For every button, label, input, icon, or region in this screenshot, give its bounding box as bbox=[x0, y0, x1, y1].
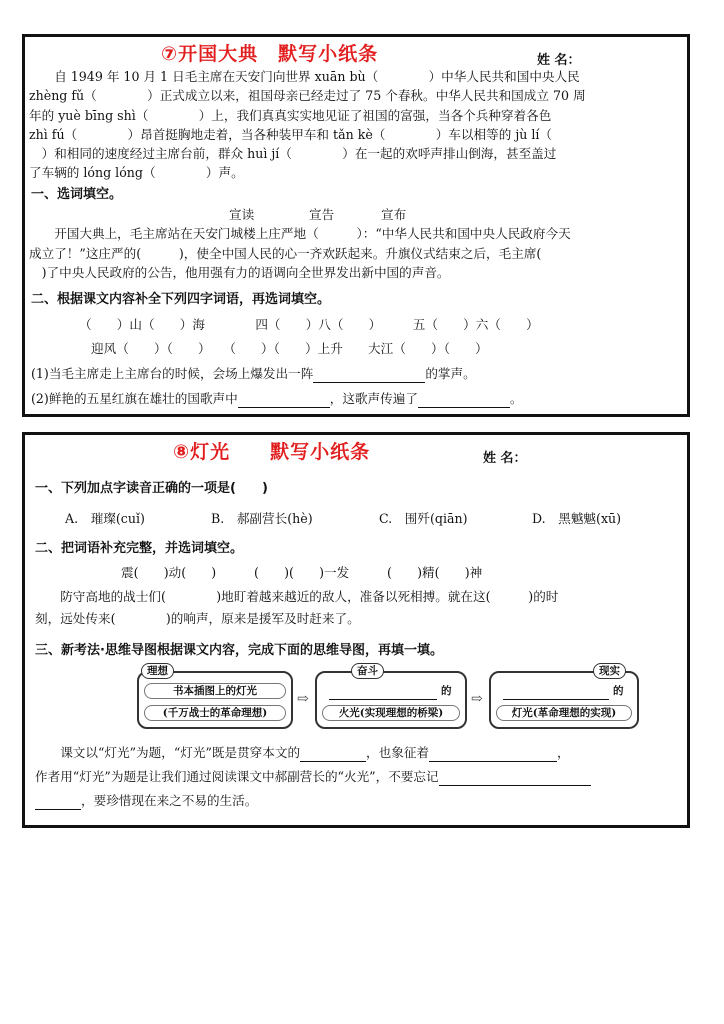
para3-blank[interactable] bbox=[35, 795, 81, 810]
mindmap-box-struggle bbox=[315, 671, 467, 729]
card7-section1-line-1: 开国大典上，毛主席站在天安门城楼上庄严地（ ）：“中华人民共和国中央人民政府今天 bbox=[29, 226, 571, 241]
card8-fill-line-1: 防守高地的战士们( )地盯着越来越近的敌人，准备以死相搏。就在这( )的时 bbox=[35, 589, 559, 604]
card8-paragraph-line-2 bbox=[35, 767, 687, 786]
q2-answer-blank-1[interactable] bbox=[238, 393, 330, 408]
para1-text-c: ， bbox=[557, 745, 570, 760]
q1-answer-blank[interactable] bbox=[313, 368, 425, 383]
card7-question-1 bbox=[31, 364, 687, 383]
card8-section3-title: 三、新考法·思维导图根据课文内容，完成下面的思维导图，再填一填。 bbox=[35, 643, 443, 658]
mindmap-box2-blank[interactable] bbox=[329, 687, 437, 700]
card8-paragraph-line-3 bbox=[35, 791, 687, 810]
card7-idiom-row-1: （ ）山（ ）海 四（ ）八（ ） 五（ ）六（ ） bbox=[79, 317, 539, 332]
card7-title: ⑦开国大典 默写小纸条 bbox=[161, 43, 379, 65]
para2-text: 作者用“灯光”为题是让我们通过阅读课文中郝副营长的“火光”，不要忘记 bbox=[35, 769, 439, 784]
card7-section1-line-3: )了中央人民政府的公告，他用强有力的语调向全世界发出新中国的声音。 bbox=[29, 265, 450, 280]
card7-passage-line-4: zhì fú（ ）昂首挺胸地走着，当各种装甲车和 tǎn kè（ ）车以相等的 jù lí（ bbox=[29, 127, 578, 142]
card8-title: ⑧灯光 默写小纸条 bbox=[173, 441, 371, 463]
para1-blank-1[interactable] bbox=[300, 747, 366, 762]
q1-text-start: (1)当毛主席走上主席台的时候，会场上爆发出一阵 bbox=[31, 366, 314, 381]
q2-answer-blank-2[interactable] bbox=[418, 393, 510, 408]
card7-passage-line-5: ）和相同的速度经过主席台前，群众 huì jí（ ）在一起的欢呼声排山倒海，甚至盖过 bbox=[29, 146, 557, 161]
mindmap-box3-line2: 灯光(革命理想的实现) bbox=[496, 705, 632, 721]
card7-passage-line-2: zhèng fǔ（ ）正式成立以来，祖国母亲已经走过了 75 个春秋。中华人民共和国成立 70 周 bbox=[29, 88, 586, 103]
word-choice-1: 宣读 bbox=[229, 207, 255, 222]
mindmap-box2-line2: 火光(实现理想的桥梁) bbox=[322, 705, 460, 721]
mindmap-box-ideal bbox=[137, 671, 293, 729]
mindmap-box3-de: 的 bbox=[613, 685, 624, 697]
card8-section1-title: 一、下列加点字读音正确的一项是( ) bbox=[35, 481, 268, 496]
card7-name-label: 姓 名： bbox=[537, 53, 581, 68]
option-a[interactable]: A. 璀璨(cuǐ) bbox=[65, 511, 145, 526]
mindmap-tag-reality: 现实 bbox=[593, 663, 626, 679]
q2-text-start: (2)鲜艳的五星红旗在雄壮的国歌声中 bbox=[31, 391, 238, 406]
q1-text-end: 的掌声。 bbox=[425, 366, 476, 381]
q2-text-mid: ，这歌声传遍了 bbox=[329, 391, 418, 406]
option-d[interactable]: D. 黑魆魆(xū) bbox=[532, 511, 622, 526]
mindmap-arrow-1: ⇨ bbox=[297, 691, 309, 707]
card8-words-row: 震( )动( ) ( )( )一发 ( )精( )神 bbox=[121, 565, 483, 580]
card7-question-2 bbox=[31, 389, 687, 408]
card7-passage-line-6: 了车辆的 lóng lóng（ ）声。 bbox=[29, 165, 244, 180]
card7-section1-title: 一、选词填空。 bbox=[31, 187, 123, 202]
card8-section2-title: 二、把词语补充完整，并选词填空。 bbox=[35, 541, 244, 556]
card7-idiom-row-2: 迎风（ ）（ ） （ ）（ ）上升 大江（ ）（ ） bbox=[91, 341, 488, 356]
para1-text-b: ，也象征着 bbox=[366, 745, 430, 760]
mindmap-box-reality bbox=[489, 671, 639, 729]
mindmap-arrow-2: ⇨ bbox=[471, 691, 483, 707]
mindmap-box3-blank[interactable] bbox=[503, 687, 609, 700]
dictation-card-7 bbox=[22, 34, 690, 417]
para2-blank[interactable] bbox=[439, 771, 591, 786]
word-choice-3: 宣布 bbox=[381, 207, 407, 222]
option-c[interactable]: C. 围歼(qiān) bbox=[379, 511, 468, 526]
card8-paragraph-line-1 bbox=[35, 743, 687, 762]
card7-section2-title: 二、根据课文内容补全下列四字词语，再选词填空。 bbox=[31, 292, 331, 307]
card8-name-label: 姓 名： bbox=[483, 451, 527, 466]
option-b[interactable]: B. 郝副营长(hè) bbox=[211, 511, 313, 526]
mindmap-tag-ideal: 理想 bbox=[141, 663, 174, 679]
dictation-card-8 bbox=[22, 432, 690, 828]
mindmap-box1-line1: 书本插图上的灯光 bbox=[144, 683, 286, 699]
para1-text-a: 课文以“灯光”为题，“灯光”既是贯穿本文的 bbox=[35, 745, 301, 760]
card8-fill-line-2: 刻，远处传来( )的响声，原来是援军及时赶来了。 bbox=[35, 611, 360, 626]
para1-blank-2[interactable] bbox=[429, 747, 557, 762]
q2-text-end: 。 bbox=[509, 391, 523, 406]
para3-text: ，要珍惜现在来之不易的生活。 bbox=[81, 793, 258, 808]
mindmap-box1-line2: (千万战士的革命理想) bbox=[144, 705, 286, 721]
word-choice-2: 宣告 bbox=[309, 207, 335, 222]
mindmap-box2-de: 的 bbox=[441, 685, 452, 697]
card7-passage-line-3: 年的 yuè bīng shì（ ）上，我们真真实实地见证了祖国的富强，当各个兵种穿着各色 bbox=[29, 108, 552, 123]
mindmap-tag-struggle: 奋斗 bbox=[351, 663, 384, 679]
card7-passage-line-1: 自 1949 年 10 月 1 日毛主席在天安门向世界 xuān bù（ ）中华人民共和国中央人民 bbox=[29, 69, 580, 84]
card7-section1-line-2: 成立了！”这庄严的( )，使全中国人民的心一齐欢跃起来。升旗仪式结束之后，毛主席( bbox=[29, 246, 542, 261]
